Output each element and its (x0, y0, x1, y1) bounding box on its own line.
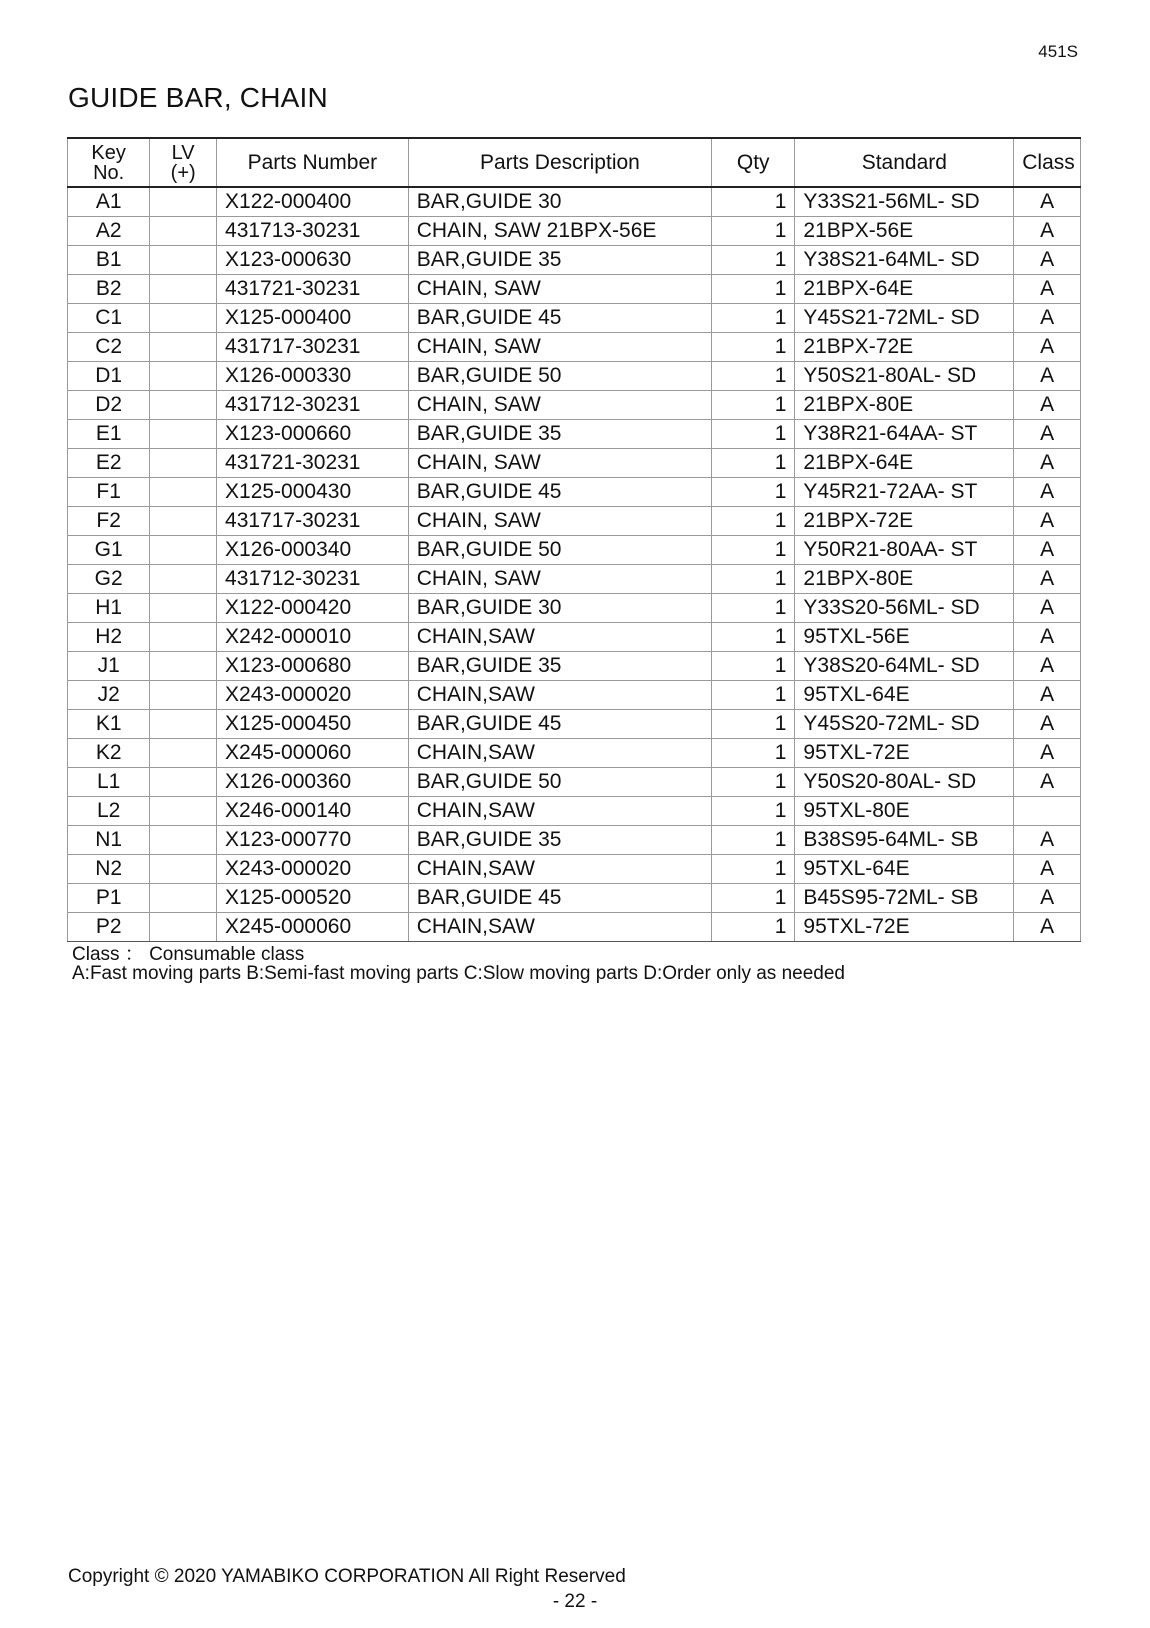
standard-cell: 21BPX-72E (795, 333, 1014, 362)
qty-cell: 1 (712, 623, 795, 652)
standard-cell: 21BPX-64E (795, 275, 1014, 304)
column-header-key-no: Key No. (68, 138, 150, 187)
qty-cell: 1 (712, 420, 795, 449)
parts-number-cell: X245-000060 (217, 913, 409, 942)
parts-description-cell: CHAIN, SAW (408, 449, 711, 478)
class-cell: A (1014, 536, 1081, 565)
table-header (68, 138, 1081, 187)
table-row (68, 391, 1081, 420)
parts-description-cell: BAR,GUIDE 45 (408, 884, 711, 913)
lv-cell (150, 652, 217, 681)
standard-cell: Y50R21-80AA- ST (795, 536, 1014, 565)
table-row (68, 420, 1081, 449)
parts-description-cell: CHAIN, SAW (408, 565, 711, 594)
standard-cell: B45S95-72ML- SB (795, 884, 1014, 913)
lv-cell (150, 246, 217, 275)
lv-cell (150, 913, 217, 942)
standard-cell: Y33S20-56ML- SD (795, 594, 1014, 623)
parts-description-cell: BAR,GUIDE 30 (408, 594, 711, 623)
parts-description-cell: BAR,GUIDE 50 (408, 362, 711, 391)
lv-cell (150, 855, 217, 884)
standard-cell: B38S95-64ML- SB (795, 826, 1014, 855)
column-header-qty: Qty (712, 138, 795, 187)
lv-cell (150, 536, 217, 565)
table-row (68, 478, 1081, 507)
standard-cell: 95TXL-56E (795, 623, 1014, 652)
parts-description-cell: BAR,GUIDE 35 (408, 652, 711, 681)
table-row (68, 710, 1081, 739)
key-no-cell: P2 (68, 913, 150, 942)
class-cell: A (1014, 362, 1081, 391)
qty-cell: 1 (712, 187, 795, 217)
lv-cell (150, 768, 217, 797)
parts-number-cell: X123-000630 (217, 246, 409, 275)
standard-cell: 21BPX-72E (795, 507, 1014, 536)
qty-cell: 1 (712, 565, 795, 594)
parts-description-cell: BAR,GUIDE 50 (408, 536, 711, 565)
qty-cell: 1 (712, 333, 795, 362)
standard-cell: 21BPX-64E (795, 449, 1014, 478)
parts-number-cell: X126-000340 (217, 536, 409, 565)
parts-description-cell: BAR,GUIDE 30 (408, 187, 711, 217)
class-cell: A (1014, 623, 1081, 652)
lv-cell (150, 449, 217, 478)
class-cell: A (1014, 739, 1081, 768)
standard-cell: Y45S20-72ML- SD (795, 710, 1014, 739)
parts-number-cell: X246-000140 (217, 797, 409, 826)
model-code: 451S (1038, 42, 1078, 61)
key-no-cell: F2 (68, 507, 150, 536)
parts-description-cell: CHAIN,SAW (408, 855, 711, 884)
parts-number-cell: X242-000010 (217, 623, 409, 652)
parts-number-cell: X243-000020 (217, 855, 409, 884)
parts-description-cell: CHAIN,SAW (408, 739, 711, 768)
standard-cell: 95TXL-72E (795, 913, 1014, 942)
parts-number-cell: X126-000330 (217, 362, 409, 391)
parts-number-cell: X125-000450 (217, 710, 409, 739)
lv-cell (150, 594, 217, 623)
legend-line-1: Class ： Consumable class (72, 944, 305, 965)
parts-number-cell: X123-000680 (217, 652, 409, 681)
lv-cell (150, 710, 217, 739)
standard-cell: Y38S20-64ML- SD (795, 652, 1014, 681)
standard-cell: Y45S21-72ML- SD (795, 304, 1014, 333)
column-header-class: Class (1014, 138, 1081, 187)
class-cell (1014, 797, 1081, 826)
standard-cell: 95TXL-64E (795, 855, 1014, 884)
standard-cell: 95TXL-64E (795, 681, 1014, 710)
class-cell: A (1014, 304, 1081, 333)
class-cell: A (1014, 855, 1081, 884)
standard-cell: Y38R21-64AA- ST (795, 420, 1014, 449)
column-header-parts-number: Parts Number (217, 138, 409, 187)
column-header-parts-description: Parts Description (408, 138, 711, 187)
class-cell: A (1014, 652, 1081, 681)
class-cell: A (1014, 681, 1081, 710)
lv-cell (150, 420, 217, 449)
key-no-cell: E2 (68, 449, 150, 478)
qty-cell: 1 (712, 478, 795, 507)
class-cell: A (1014, 217, 1081, 246)
class-cell: A (1014, 391, 1081, 420)
standard-cell: Y45R21-72AA- ST (795, 478, 1014, 507)
table-row (68, 536, 1081, 565)
key-no-cell: H2 (68, 623, 150, 652)
parts-number-cell: X122-000400 (217, 187, 409, 217)
lv-cell (150, 217, 217, 246)
standard-cell: 21BPX-80E (795, 391, 1014, 420)
class-cell: A (1014, 710, 1081, 739)
table-row (68, 594, 1081, 623)
class-cell: A (1014, 565, 1081, 594)
qty-cell: 1 (712, 275, 795, 304)
lv-cell (150, 826, 217, 855)
table-row (68, 304, 1081, 333)
lv-cell (150, 623, 217, 652)
table-body (68, 187, 1081, 942)
class-cell: A (1014, 507, 1081, 536)
qty-cell: 1 (712, 884, 795, 913)
class-cell: A (1014, 333, 1081, 362)
parts-description-cell: BAR,GUIDE 35 (408, 420, 711, 449)
standard-cell: Y38S21-64ML- SD (795, 246, 1014, 275)
parts-description-cell: CHAIN, SAW (408, 507, 711, 536)
key-no-cell: A1 (68, 187, 150, 217)
qty-cell: 1 (712, 391, 795, 420)
qty-cell: 1 (712, 536, 795, 565)
key-no-cell: G1 (68, 536, 150, 565)
class-cell: A (1014, 246, 1081, 275)
key-no-cell: J2 (68, 681, 150, 710)
parts-table (67, 137, 1081, 942)
parts-number-cell: X123-000660 (217, 420, 409, 449)
class-cell: A (1014, 768, 1081, 797)
parts-number-cell: X245-000060 (217, 739, 409, 768)
parts-description-cell: CHAIN,SAW (408, 623, 711, 652)
key-no-cell: L2 (68, 797, 150, 826)
table-row (68, 449, 1081, 478)
table-row (68, 275, 1081, 304)
table-row (68, 768, 1081, 797)
class-cell: A (1014, 826, 1081, 855)
parts-description-cell: CHAIN,SAW (408, 797, 711, 826)
parts-number-cell: 431717-30231 (217, 333, 409, 362)
key-no-cell: A2 (68, 217, 150, 246)
parts-number-cell: 431712-30231 (217, 391, 409, 420)
class-cell: A (1014, 478, 1081, 507)
table-row (68, 797, 1081, 826)
key-no-cell: H1 (68, 594, 150, 623)
lv-cell (150, 391, 217, 420)
key-no-cell: K2 (68, 739, 150, 768)
key-no-cell: N2 (68, 855, 150, 884)
parts-number-cell: X243-000020 (217, 681, 409, 710)
table-row (68, 652, 1081, 681)
parts-description-cell: CHAIN,SAW (408, 913, 711, 942)
class-cell: A (1014, 449, 1081, 478)
qty-cell: 1 (712, 304, 795, 333)
key-no-cell: D1 (68, 362, 150, 391)
parts-number-cell: X125-000400 (217, 304, 409, 333)
parts-description-cell: CHAIN,SAW (408, 681, 711, 710)
class-cell: A (1014, 913, 1081, 942)
table-row (68, 362, 1081, 391)
lv-cell (150, 333, 217, 362)
key-no-cell: F1 (68, 478, 150, 507)
standard-cell: 95TXL-80E (795, 797, 1014, 826)
qty-cell: 1 (712, 681, 795, 710)
lv-cell (150, 304, 217, 333)
parts-description-cell: BAR,GUIDE 45 (408, 304, 711, 333)
qty-cell: 1 (712, 507, 795, 536)
key-no-cell: B1 (68, 246, 150, 275)
lv-cell (150, 362, 217, 391)
standard-cell: 21BPX-56E (795, 217, 1014, 246)
class-cell: A (1014, 275, 1081, 304)
lv-cell (150, 739, 217, 768)
class-cell: A (1014, 187, 1081, 217)
parts-description-cell: BAR,GUIDE 35 (408, 826, 711, 855)
page-title: GUIDE BAR, CHAIN (68, 82, 328, 113)
parts-description-cell: CHAIN, SAW (408, 391, 711, 420)
column-header-standard: Standard (795, 138, 1014, 187)
qty-cell: 1 (712, 652, 795, 681)
qty-cell: 1 (712, 913, 795, 942)
lv-cell (150, 565, 217, 594)
parts-number-cell: X125-000520 (217, 884, 409, 913)
table-row (68, 333, 1081, 362)
key-no-cell: C2 (68, 333, 150, 362)
key-no-cell: C1 (68, 304, 150, 333)
class-cell: A (1014, 420, 1081, 449)
table-row (68, 681, 1081, 710)
parts-number-cell: X126-000360 (217, 768, 409, 797)
parts-number-cell: 431717-30231 (217, 507, 409, 536)
parts-description-cell: CHAIN, SAW (408, 275, 711, 304)
class-cell: A (1014, 594, 1081, 623)
parts-number-cell: 431721-30231 (217, 449, 409, 478)
parts-number-cell: 431713-30231 (217, 217, 409, 246)
table-row (68, 884, 1081, 913)
parts-number-cell: X125-000430 (217, 478, 409, 507)
parts-number-cell: 431712-30231 (217, 565, 409, 594)
qty-cell: 1 (712, 797, 795, 826)
qty-cell: 1 (712, 739, 795, 768)
table-row (68, 739, 1081, 768)
key-no-cell: K1 (68, 710, 150, 739)
lv-cell (150, 681, 217, 710)
class-cell: A (1014, 884, 1081, 913)
parts-description-cell: BAR,GUIDE 35 (408, 246, 711, 275)
qty-cell: 1 (712, 246, 795, 275)
key-no-cell: N1 (68, 826, 150, 855)
class-legend (72, 945, 845, 983)
table-row (68, 623, 1081, 652)
key-no-cell: E1 (68, 420, 150, 449)
key-no-cell: J1 (68, 652, 150, 681)
table-row (68, 246, 1081, 275)
key-no-cell: G2 (68, 565, 150, 594)
table-row (68, 565, 1081, 594)
page-number: - 22 - (552, 1591, 598, 1612)
qty-cell: 1 (712, 855, 795, 884)
parts-number-cell: X123-000770 (217, 826, 409, 855)
parts-description-cell: BAR,GUIDE 45 (408, 478, 711, 507)
table-row (68, 187, 1081, 217)
standard-cell: Y33S21-56ML- SD (795, 187, 1014, 217)
qty-cell: 1 (712, 594, 795, 623)
parts-number-cell: 431721-30231 (217, 275, 409, 304)
parts-number-cell: X122-000420 (217, 594, 409, 623)
table-row (68, 217, 1081, 246)
lv-cell (150, 275, 217, 304)
table-row (68, 826, 1081, 855)
qty-cell: 1 (712, 826, 795, 855)
qty-cell: 1 (712, 449, 795, 478)
table-row (68, 507, 1081, 536)
key-no-cell: L1 (68, 768, 150, 797)
lv-cell (150, 507, 217, 536)
column-header-lv: LV (+) (150, 138, 217, 187)
standard-cell: 95TXL-72E (795, 739, 1014, 768)
table-row (68, 913, 1081, 942)
qty-cell: 1 (712, 768, 795, 797)
lv-cell (150, 187, 217, 217)
lv-cell (150, 797, 217, 826)
standard-cell: Y50S20-80AL- SD (795, 768, 1014, 797)
key-no-cell: D2 (68, 391, 150, 420)
table-row (68, 855, 1081, 884)
copyright-notice: Copyright © 2020 YAMABIKO CORPORATION All Right Reserved (68, 1566, 626, 1587)
standard-cell: 21BPX-80E (795, 565, 1014, 594)
parts-description-cell: CHAIN, SAW 21BPX-56E (408, 217, 711, 246)
legend-line-2: A:Fast moving parts B:Semi-fast moving parts C:Slow moving parts D:Order only as needed (72, 963, 845, 984)
lv-cell (150, 884, 217, 913)
qty-cell: 1 (712, 710, 795, 739)
standard-cell: Y50S21-80AL- SD (795, 362, 1014, 391)
key-no-cell: P1 (68, 884, 150, 913)
qty-cell: 1 (712, 362, 795, 391)
parts-description-cell: BAR,GUIDE 50 (408, 768, 711, 797)
parts-description-cell: BAR,GUIDE 45 (408, 710, 711, 739)
lv-cell (150, 478, 217, 507)
qty-cell: 1 (712, 217, 795, 246)
parts-description-cell: CHAIN, SAW (408, 333, 711, 362)
key-no-cell: B2 (68, 275, 150, 304)
